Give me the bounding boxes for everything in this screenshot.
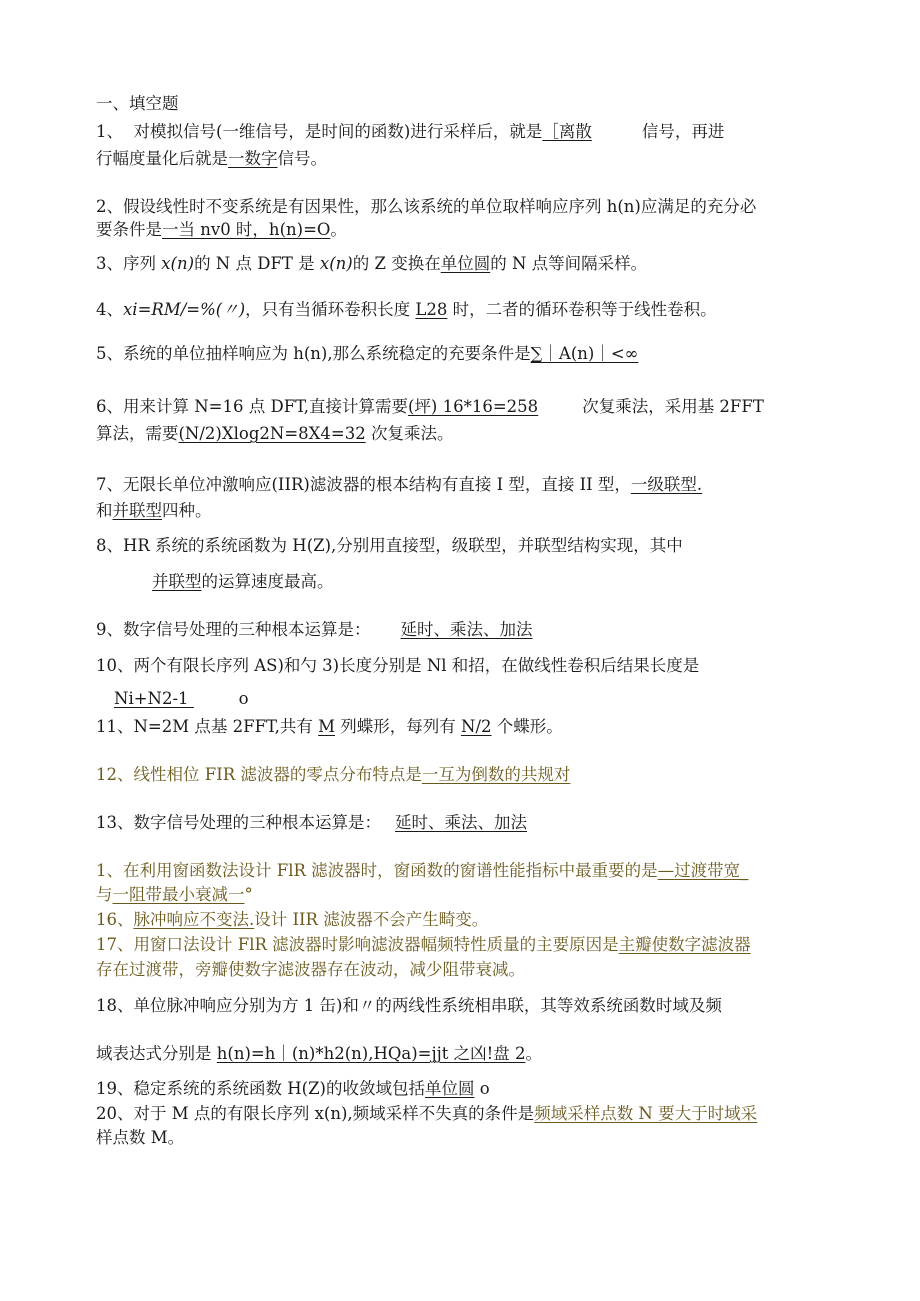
question-20-line-2 (96, 1127, 184, 1149)
question-4 (96, 299, 717, 321)
q5-answer: ∑｜A(n)｜<∞ (530, 344, 639, 363)
q2-text-end: 。 (330, 220, 347, 239)
question-8-line-2 (152, 571, 334, 593)
q19-answer: 单位圆 (424, 1079, 475, 1098)
q14-text-end: ° (244, 885, 253, 904)
q8-text-end: 的运算速度最高。 (201, 572, 334, 591)
question-10-line-1 (96, 655, 699, 677)
question-2-line-1 (96, 196, 756, 218)
q4-text-end: 时，二者的循环卷积等于线性卷积。 (447, 300, 717, 319)
question-17-line-1 (96, 934, 751, 956)
q6-answer-2: (N/2)Xlog2N=8X4=32 (178, 424, 366, 443)
question-8-line-1 (96, 535, 683, 557)
q3-text-end: 的 N 点等间隔采样。 (490, 254, 648, 273)
question-1-line-2 (96, 148, 327, 170)
q3-answer: 单位圆 (440, 254, 491, 273)
q10-answer: Ni+N2-1 (114, 689, 189, 708)
question-5 (96, 343, 638, 365)
q7-answer: 一级联型. (630, 475, 703, 494)
q1-text: 1、 对模拟信号(一维信号，是时间的函数)进行采样后，就是 (96, 122, 543, 141)
q20-answer: 频域采样点数 N 要大于时域采 (534, 1104, 758, 1123)
question-9 (96, 619, 533, 641)
q19-text: 19、稳定系统的系统函数 H(Z)的收敛域包括 (96, 1079, 425, 1098)
question-13 (96, 812, 527, 834)
q14-text: 1、在利用窗函数法设计 FlR 滤波器时，窗函数的窗谱性能指标中最重要的是 (96, 861, 658, 880)
question-2-line-2 (96, 219, 347, 241)
q14-answer-2: 一阻带最小衰减一 (112, 885, 245, 904)
q5-text: 5、系统的单位抽样响应为 h(n),那么系统稳定的充要条件是 (96, 344, 531, 363)
question-14-line-1 (96, 860, 748, 882)
q9-answer: 延时、乘法、加法 (400, 620, 533, 639)
q17-answer: 主瓣使数字滤波器 (618, 935, 751, 954)
q2-text-2: 要条件是 (96, 220, 162, 239)
q3-symbol-2: x(n) (319, 254, 353, 273)
q3-symbol: x(n) (161, 254, 195, 273)
q2-text: 2、假设线性时不变系统是有因果性，那么该系统的单位取样响应序列 h(n)应满足的充分必 (96, 197, 757, 216)
question-20-line-1 (96, 1103, 757, 1125)
q12-text: 12、线性相位 FIR 滤波器的零点分布特点是 (96, 765, 422, 784)
q17-text-2: 存在过渡带，旁瓣使数字滤波器存在波动，减少阻带衰减。 (96, 960, 525, 979)
q6-text-end: 次复乘法，采用基 2FFT (582, 397, 764, 416)
q3-text-2: 的 N 点 DFT 是 (194, 254, 320, 273)
question-7-line-1 (96, 474, 702, 496)
q12-answer: 一互为倒数的共规对 (421, 765, 571, 784)
question-17-line-2 (96, 959, 525, 981)
q10-text: 10、两个有限长序列 AS)和勺 3)长度分别是 Nl 和招，在做线性卷积后结果长度是 (96, 656, 700, 675)
q3-text: 3、序列 (96, 254, 162, 273)
q7-text: 7、无限长单位冲激响应(IIR)滤波器的根本结构有直接 I 型，直接 II 型， (96, 475, 631, 494)
q11-answer-2: N/2 (461, 717, 492, 736)
q4-formula: xi=RM/=%(〃) (123, 300, 246, 319)
q13-answer: 延时、乘法、加法 (395, 813, 527, 832)
question-18-line-1 (96, 995, 722, 1017)
q7-answer-2: 并联型 (112, 501, 162, 520)
q6-text-2-end: 次复乘法。 (365, 424, 454, 443)
q13-text: 13、数字信号处理的三种根本运算是： (96, 813, 381, 832)
q10-text-end: o (238, 689, 249, 708)
q1-text-2: 行幅度量化后就是 (96, 149, 228, 168)
question-6-line-2 (96, 423, 453, 445)
question-7-line-2 (96, 500, 212, 522)
question-11 (96, 716, 563, 738)
q20-text: 20、对于 M 点的有限长序列 x(n),频域采样不失真的条件是 (96, 1104, 535, 1123)
q8-answer: 并联型 (152, 572, 202, 591)
q4-text: 4、 (96, 300, 123, 319)
q18-answer: h(n)=h｜(n)*h2(n),HQa)=jjt 之凶!盘 2 (216, 1044, 526, 1063)
q11-text-2: 列蝶形，每列有 (335, 717, 462, 736)
question-1-line-1 (96, 121, 724, 143)
q3-text-3: 的 Z 变换在 (352, 254, 441, 273)
question-14-line-2 (96, 884, 253, 906)
q11-answer: M (318, 717, 336, 736)
question-3 (96, 253, 647, 275)
question-12 (96, 764, 570, 786)
q1-text-end: 信号，再进 (641, 122, 725, 141)
q17-text: 17、用窗口法设计 FlR 滤波器时影响滤波器幅频特性质量的主要原因是 (96, 935, 619, 954)
question-18-line-2 (96, 1043, 542, 1065)
q18-text-2: 域表达式分别是 (96, 1044, 217, 1063)
q4-answer: L28 (415, 300, 448, 319)
heading-text: 一、填空题 (96, 94, 179, 113)
q8-text: 8、HR 系统的系统函数为 H(Z),分别用直接型，级联型，并联型结构实现，其中 (96, 536, 683, 555)
q6-answer: (坪) 16*16=258 (408, 397, 539, 416)
q16-text: 16、 (96, 910, 134, 929)
question-16 (96, 909, 488, 931)
q7-text-end: 四种。 (162, 501, 212, 520)
q1-answer: ［离散 (542, 122, 592, 141)
q14-answer: —过渡带宽_ (657, 861, 749, 880)
section-heading (96, 93, 179, 115)
q20-text-2: 样点数 M。 (96, 1128, 185, 1147)
q11-text: 11、N=2M 点基 2FFT,共有 (96, 717, 319, 736)
q1-answer-2: 一数字 (228, 149, 278, 168)
question-10-line-2 (114, 688, 249, 710)
question-19 (96, 1078, 490, 1100)
q9-text: 9、数字信号处理的三种根本运算是： (96, 620, 371, 639)
q16-answer: 脉冲响应不变法. (133, 910, 255, 929)
q18-text-end: 。 (525, 1044, 542, 1063)
q4-text-2: ，只有当循环卷积长度 (245, 300, 416, 319)
q2-answer: 一当 nv0 时，h(n)=O (162, 220, 331, 239)
q6-text-2: 算法，需要 (96, 424, 179, 443)
q18-text: 18、单位脉冲响应分别为方 1 缶)和〃的两线性系统相串联，其等效系统函数时域及频 (96, 996, 722, 1015)
question-6-line-1 (96, 396, 764, 418)
q19-text-end: o (474, 1079, 490, 1098)
q1-text-2-end: 信号。 (277, 149, 327, 168)
q7-text-2: 和 (96, 501, 113, 520)
q14-text-2: 与 (96, 885, 113, 904)
q6-text: 6、用来计算 N=16 点 DFT,直接计算需要 (96, 397, 408, 416)
q16-text-end: 设计 IIR 滤波器不会产生畸变。 (254, 910, 489, 929)
q11-text-end: 个蝶形。 (491, 717, 563, 736)
